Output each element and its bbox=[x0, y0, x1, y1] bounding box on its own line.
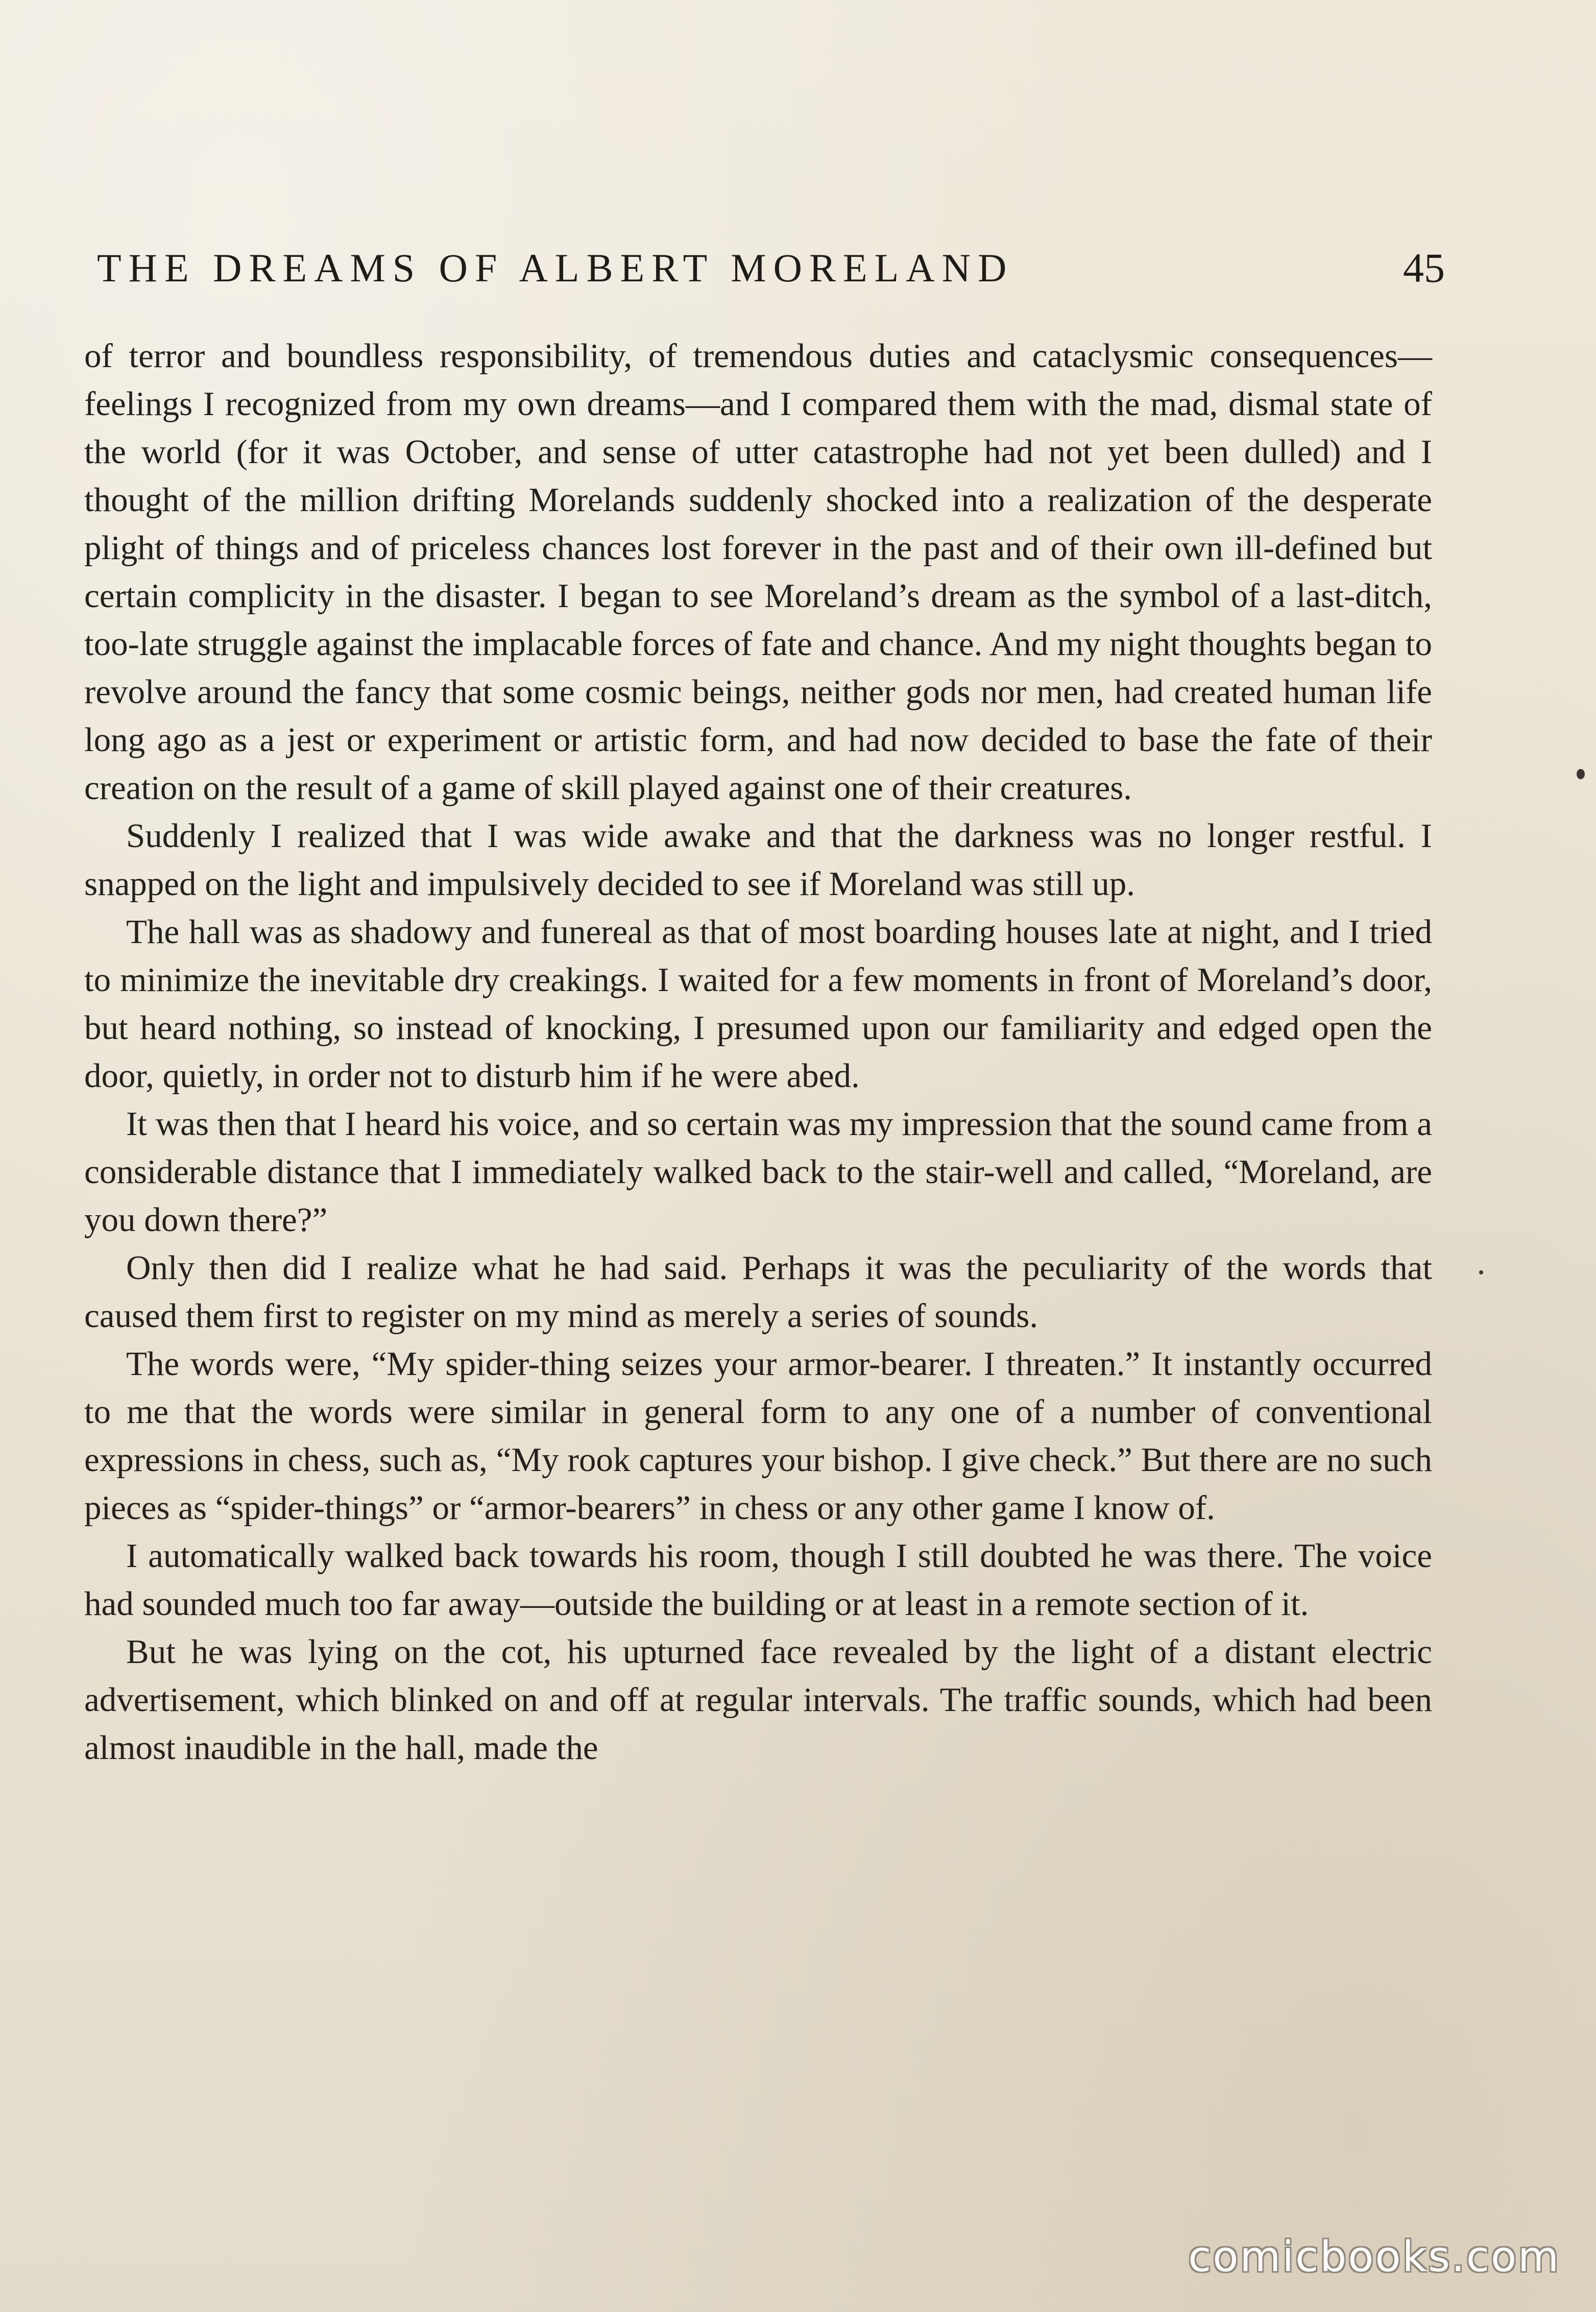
running-head bbox=[97, 240, 1445, 301]
paragraph: But he was lying on the cot, his upturned face revealed by the light of a distant electric advertisement, which blinked on and off at regular intervals. The traffic sounds, which had been almost inaudible in the hall, made the bbox=[84, 1633, 1432, 1767]
paragraph: The words were, “My spider-thing seizes your armor-bearer. I threaten.” It instantly occurred to me that the words were similar in general form to any one of a number of conventional expressions in chess, such as, “My rook captures your bishop. I give check.” But there are no such pieces as “spider-things” or “armor-bearers” in chess or any other game I know of. bbox=[84, 1345, 1432, 1527]
page-number: 45 bbox=[1403, 245, 1445, 291]
paragraph: I automatically walked back towards his room, though I still doubted he was there. The voice had sounded much too far away—outside the building or at least in a remote section of it. bbox=[84, 1537, 1432, 1623]
running-title: THE DREAMS OF ALBERT MORELAND bbox=[97, 246, 1014, 290]
ink-speck bbox=[1577, 769, 1585, 779]
paragraph: Suddenly I realized that I was wide awake and that the darkness was no longer restful. I snapped on the light and impulsively decided to see if Moreland was still up. bbox=[84, 817, 1432, 903]
paragraph: The hall was as shadowy and funereal as that of most boarding houses late at night, and I tried to minimize the inevitable dry creakings. I waited for a few moments in front of Moreland’s door, but heard nothing, so instead of knocking, I presumed upon our familiarity and edged open the door, quietly, in order not to disturb him if he were abed. bbox=[84, 913, 1432, 1095]
ink-speck bbox=[1479, 1270, 1483, 1274]
body-text bbox=[84, 332, 1432, 1772]
paragraph: Only then did I realize what he had said. Perhaps it was the peculiarity of the words that caused them first to register on my mind as merely a series of sounds. bbox=[84, 1249, 1432, 1335]
paragraph: of terror and boundless responsibility, of tremendous duties and cataclysmic consequences—feelings I recognized from my own dreams—and I compared them with the mad, dismal state of the world (for it was October, and sense of utter catastrophe had not yet been dulled) and I thought of the million drifting Morelands suddenly shocked into a realization of the desperate plight of things and of priceless chances lost forever in the past and of their own ill-defined but certain complicity in the disaster. I began to see Moreland’s dream as the symbol of a last-ditch, too-late struggle against the implacable forces of fate and chance. And my night thoughts began to revolve around the fancy that some cosmic beings, neither gods nor men, had created human life long ago as a jest or experiment or artistic form, and had now decided to base the fate of their creation on the result of a game of skill played against one of their creatures. bbox=[84, 337, 1432, 807]
paragraph: It was then that I heard his voice, and so certain was my impression that the sound came from a considerable distance that I immediately walked back to the stair-well and called, “Moreland, are you down there?” bbox=[84, 1105, 1432, 1239]
watermark: comicbooks.com bbox=[1188, 2233, 1560, 2281]
